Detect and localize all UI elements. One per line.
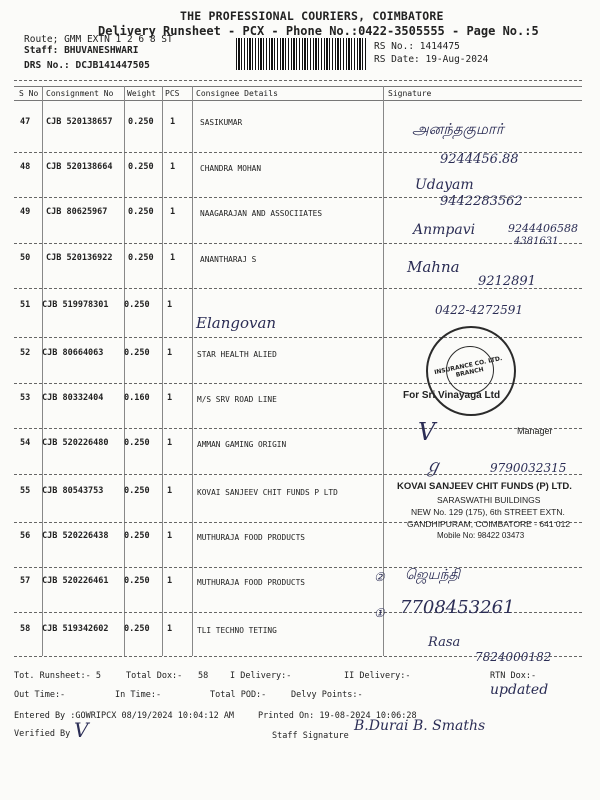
row-consignee: M/S SRV ROAD LINE bbox=[197, 395, 277, 404]
row-sno: 54 bbox=[20, 438, 31, 448]
row-weight: 0.250 bbox=[124, 300, 150, 310]
col-divider bbox=[124, 86, 125, 656]
staff-line bbox=[24, 45, 138, 56]
handwritten-for-text: For Sri Vinayaga Ltd bbox=[403, 390, 501, 401]
handwritten-signature: V bbox=[418, 418, 436, 446]
row-consignee: AMMAN GAMING ORIGIN bbox=[197, 440, 287, 449]
handwritten-signature: Elangovan bbox=[196, 314, 277, 332]
row-pcs: 1 bbox=[170, 117, 176, 127]
table-top-border bbox=[14, 86, 582, 87]
row-consignment: CJB 520138657 bbox=[46, 117, 113, 127]
row-consignment: CJB 520226480 bbox=[42, 438, 109, 448]
row-consignment: CJB 80332404 bbox=[42, 393, 104, 403]
rs-number: RS No.: 1414475 bbox=[374, 41, 460, 52]
row-sno: 53 bbox=[20, 393, 31, 403]
verified-signature: V bbox=[74, 718, 89, 742]
col-header-pcs: PCS bbox=[165, 89, 180, 98]
staff-label: Staff: bbox=[24, 45, 59, 56]
row-weight: 0.250 bbox=[128, 117, 154, 127]
handwritten-note: updated bbox=[490, 682, 549, 698]
handwritten-phone: 9790032315 bbox=[490, 461, 567, 475]
row-sno: 57 bbox=[20, 576, 31, 586]
handwritten-phone: 7824000182 bbox=[475, 650, 552, 664]
row-sno: 47 bbox=[20, 117, 31, 127]
row-pcs: 1 bbox=[167, 531, 173, 541]
handwritten-mark: ① bbox=[374, 606, 385, 620]
drs-value: DCJB141447505 bbox=[75, 60, 150, 71]
handwritten-signature: Rasa bbox=[428, 635, 461, 650]
row-consignee: NAAGARAJAN AND ASSOCIIATES bbox=[200, 209, 323, 218]
row-pcs: 1 bbox=[167, 576, 173, 586]
row-consignee: MUTHURAJA FOOD PRODUCTS bbox=[197, 533, 305, 542]
route-value: GMM EXTN 1 2 6 8 ST bbox=[64, 34, 173, 45]
row-consignee: TLI TECHNO TETING bbox=[197, 626, 277, 635]
row-sno: 50 bbox=[20, 253, 31, 263]
row-weight: 0.250 bbox=[124, 438, 150, 448]
col-header-sno: S No bbox=[19, 89, 39, 98]
col-divider bbox=[42, 86, 43, 656]
row-sno: 48 bbox=[20, 162, 31, 172]
row-pcs: 1 bbox=[167, 624, 173, 634]
row-consignment: CJB 519978301 bbox=[42, 300, 109, 310]
row-weight: 0.250 bbox=[128, 207, 154, 217]
runsheet-subtitle: Delivery Runsheet - PCX - Phone No.:0422-3505555 - Page No.:5 bbox=[98, 24, 539, 38]
handwritten-signature: ℊ bbox=[424, 456, 442, 477]
col-header-consignment: Consignment No bbox=[46, 89, 114, 98]
delvy-points-label: Delvy Points:- bbox=[291, 690, 363, 700]
verified-by-label: Verified By bbox=[14, 729, 71, 739]
drs-label: DRS No.: bbox=[24, 60, 70, 71]
col-header-signature: Signature bbox=[388, 89, 432, 98]
company-title: THE PROFESSIONAL COURIERS, COIMBATORE bbox=[180, 9, 444, 23]
row-weight: 0.250 bbox=[124, 624, 150, 634]
rtn-dox-label: RTN Dox:- bbox=[490, 671, 537, 681]
total-dox-value: 58 bbox=[198, 671, 209, 681]
row-sno: 56 bbox=[20, 531, 31, 541]
row-pcs: 1 bbox=[167, 393, 173, 403]
ii-delivery-label: II Delivery:- bbox=[344, 671, 411, 681]
row-divider bbox=[14, 567, 582, 568]
row-weight: 0.250 bbox=[124, 486, 150, 496]
row-pcs: 1 bbox=[167, 438, 173, 448]
handwritten-phone: 7708453261 bbox=[400, 597, 515, 618]
row-consignee: MUTHURAJA FOOD PRODUCTS bbox=[197, 578, 305, 587]
kovai-stamp-line: GANDHIPURAM, COIMBATORE - 641 012 bbox=[407, 519, 571, 529]
row-consignment: CJB 520226461 bbox=[42, 576, 109, 586]
staff-value: BHUVANESHWARI bbox=[64, 45, 139, 56]
manager-label: Manager bbox=[517, 426, 553, 436]
staff-signature-label: Staff Signature bbox=[272, 731, 349, 741]
row-pcs: 1 bbox=[170, 162, 176, 172]
row-consignee: ANANTHARAJ S bbox=[200, 255, 257, 264]
header-divider bbox=[14, 80, 582, 81]
handwritten-phone: 0422-4272591 bbox=[435, 303, 524, 317]
kovai-stamp-line: Mobile No: 98422 03473 bbox=[437, 531, 525, 540]
row-sno: 51 bbox=[20, 300, 31, 310]
entered-by: Entered By :GOWRIPCX 08/19/2024 10:04:12 AM bbox=[14, 711, 235, 721]
row-sno: 49 bbox=[20, 207, 31, 217]
row-consignment: CJB 80543753 bbox=[42, 486, 104, 496]
handwritten-mark: ② bbox=[374, 570, 385, 584]
row-pcs: 1 bbox=[170, 253, 176, 263]
row-weight: 0.250 bbox=[124, 576, 150, 586]
row-consignee: STAR HEALTH ALIED bbox=[197, 350, 277, 359]
handwritten-signature: Anmpavi bbox=[413, 222, 476, 238]
printed-on: Printed On: 19-08-2024 10:06:28 bbox=[258, 711, 417, 721]
kovai-stamp-line: SARASWATHI BUILDINGS bbox=[437, 495, 541, 505]
rs-date: RS Date: 19-Aug-2024 bbox=[374, 54, 489, 65]
row-pcs: 1 bbox=[170, 207, 176, 217]
i-delivery-label: I Delivery:- bbox=[230, 671, 292, 681]
row-consignee: CHANDRA MOHAN bbox=[200, 164, 262, 173]
col-header-consignee: Consignee Details bbox=[196, 89, 278, 98]
row-divider bbox=[14, 428, 582, 429]
col-header-weight: Weight bbox=[127, 89, 156, 98]
table-header-border bbox=[14, 100, 582, 101]
route-line bbox=[24, 34, 173, 45]
drs-line bbox=[24, 60, 150, 71]
barcode-image bbox=[236, 38, 366, 70]
kovai-stamp-line: KOVAI SANJEEV CHIT FUNDS (P) LTD. bbox=[397, 481, 572, 492]
row-consignment: CJB 520138664 bbox=[46, 162, 113, 172]
handwritten-signature: ஜெயந்தி bbox=[405, 567, 461, 583]
total-dox-label: Total Dox:- bbox=[126, 671, 183, 681]
row-weight: 0.250 bbox=[124, 531, 150, 541]
handwritten-phone: 9244406588 bbox=[508, 222, 578, 235]
row-consignee: KOVAI SANJEEV CHIT FUNDS P LTD bbox=[197, 488, 338, 497]
row-pcs: 1 bbox=[167, 486, 173, 496]
col-divider bbox=[192, 86, 193, 656]
handwritten-phone: 9442283562 bbox=[440, 194, 523, 209]
route-label: Route; bbox=[24, 34, 59, 45]
handwritten-phone: 9244456.88 bbox=[440, 152, 519, 167]
in-time-label: In Time:- bbox=[115, 690, 162, 700]
row-consignee: SASIKUMAR bbox=[200, 118, 243, 127]
handwritten-phone: 4381631 bbox=[514, 236, 559, 247]
col-divider bbox=[162, 86, 163, 656]
row-consignment: CJB 519342602 bbox=[42, 624, 109, 634]
handwritten-signature: Udayam bbox=[415, 177, 474, 193]
row-weight: 0.250 bbox=[124, 348, 150, 358]
row-consignment: CJB 80664063 bbox=[42, 348, 104, 358]
out-time-label: Out Time:- bbox=[14, 690, 66, 700]
row-consignment: CJB 520136922 bbox=[46, 253, 113, 263]
tot-runsheet: Tot. Runsheet:- 5 bbox=[14, 671, 101, 681]
row-consignment: CJB 520226438 bbox=[42, 531, 109, 541]
row-pcs: 1 bbox=[167, 300, 173, 310]
row-sno: 55 bbox=[20, 486, 31, 496]
row-pcs: 1 bbox=[167, 348, 173, 358]
handwritten-signature: Mahna bbox=[407, 258, 460, 276]
handwritten-signature: அனந்தகுமார் bbox=[412, 120, 504, 138]
row-divider bbox=[14, 243, 582, 244]
kovai-stamp-line: NEW No. 129 (175), 6th STREET EXTN. bbox=[411, 507, 565, 517]
staff-signature: B.Durai B. Smaths bbox=[354, 718, 486, 734]
stamp-text: INSURANCE CO. LTD. BRANCH bbox=[433, 354, 503, 379]
row-consignment: CJB 80625967 bbox=[46, 207, 108, 217]
row-weight: 0.250 bbox=[128, 253, 154, 263]
total-pod-label: Total POD:- bbox=[210, 690, 267, 700]
row-sno: 58 bbox=[20, 624, 31, 634]
row-weight: 0.160 bbox=[124, 393, 150, 403]
row-sno: 52 bbox=[20, 348, 31, 358]
handwritten-phone: 9212891 bbox=[478, 274, 536, 289]
row-weight: 0.250 bbox=[128, 162, 154, 172]
